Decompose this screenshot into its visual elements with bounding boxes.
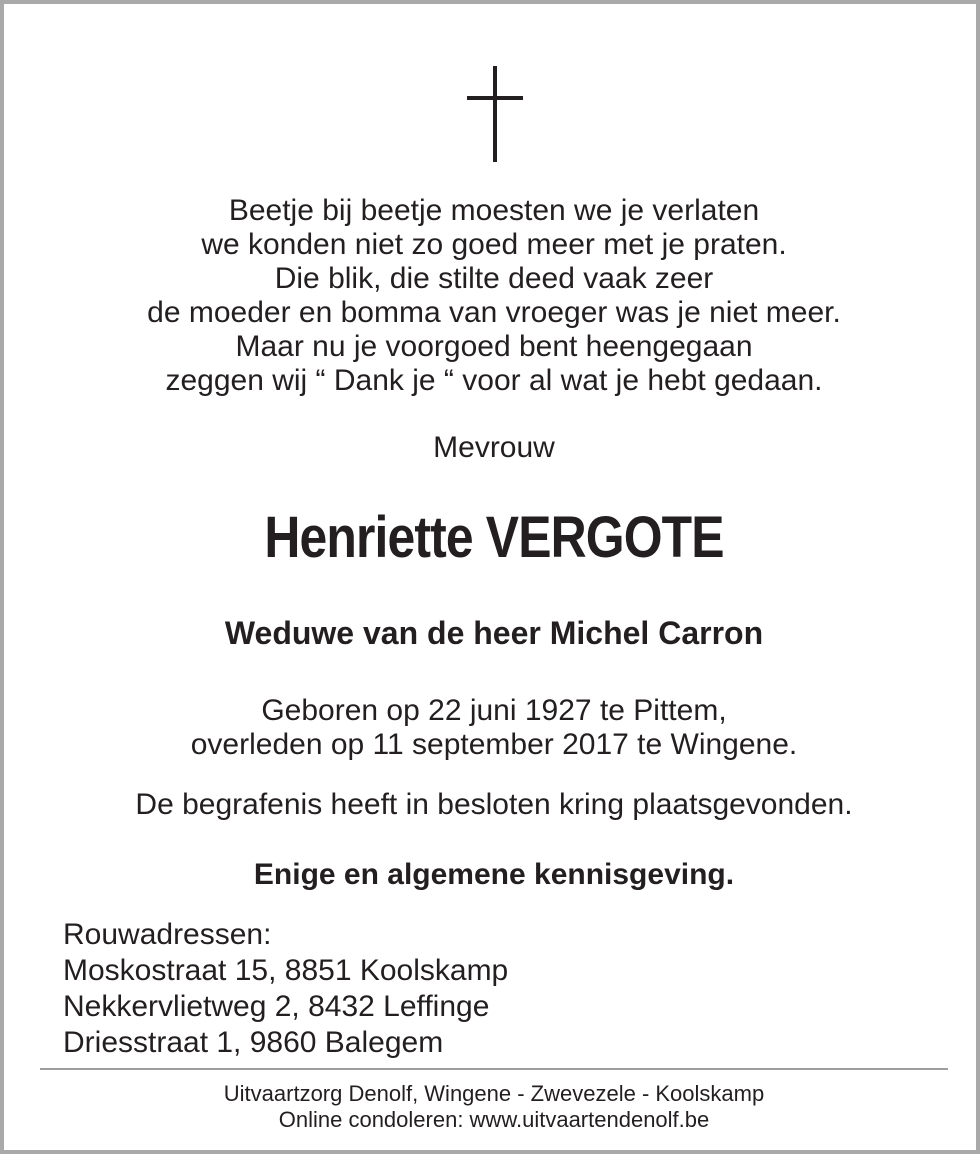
death-line: overleden op 11 september 2017 te Wingene. — [190, 728, 798, 761]
poem-line: zeggen wij “ Dank je “ voor al wat je hebt gedaan. — [165, 364, 823, 397]
funeral-home-line: Uitvaartzorg Denolf, Wingene - Zwevezele - Koolskamp — [223, 1081, 765, 1106]
footer — [4, 1081, 980, 1133]
address-item: Driesstraat 1, 9860 Balegem — [63, 1026, 444, 1059]
address-item: Moskostraat 15, 8851 Koolskamp — [63, 954, 509, 987]
condolence-line: Online condoleren: www.uitvaartendenolf.be — [278, 1107, 710, 1132]
footer-divider — [40, 1068, 948, 1070]
mourning-addresses — [63, 917, 508, 1061]
poem-line: Maar nu je voorgoed bent heengegaan — [235, 330, 753, 363]
notice-text: Enige en algemene kennisgeving. — [253, 858, 735, 891]
honorific: Mevrouw — [433, 431, 555, 464]
poem — [4, 194, 980, 398]
addresses-heading: Rouwadressen: — [63, 918, 272, 951]
poem-line: Die blik, die stilte deed vaak zeer — [274, 262, 714, 295]
poem-line: we konden niet zo goed meer met je praten. — [201, 228, 787, 261]
poem-line: de moeder en bomma van vroeger was je niet meer. — [147, 296, 841, 329]
relation-line: Weduwe van de heer Michel Carron — [224, 615, 764, 651]
address-item: Nekkervlietweg 2, 8432 Leffinge — [63, 990, 490, 1023]
deceased-name: Henriette VERGOTE — [264, 505, 724, 570]
cross-icon — [467, 66, 523, 162]
funeral-text: De begrafenis heeft in besloten kring plaatsgevonden. — [135, 788, 853, 821]
birth-line: Geboren op 22 juni 1927 te Pittem, — [261, 694, 727, 727]
poem-line: Beetje bij beetje moesten we je verlaten — [228, 194, 760, 227]
